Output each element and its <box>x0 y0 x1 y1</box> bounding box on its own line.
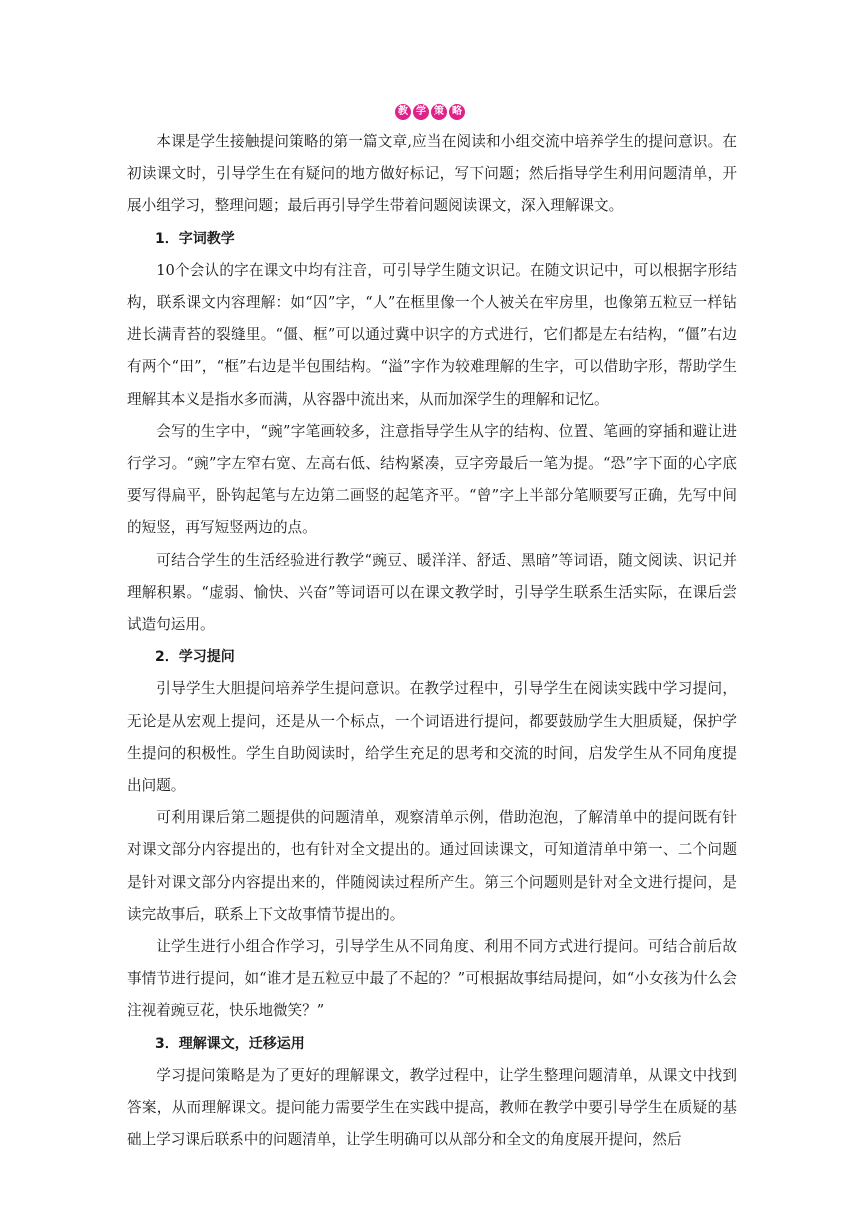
paragraph: 让学生进行小组合作学习，引导学生从不同角度、利用不同方式进行提问。可结合前后故事情节进行提问，如“谁才是五粒豆中最了不起的？”可根据故事结局提问，如“小女孩为什么会注视着豌豆花，快乐地微笑？” <box>127 938 737 1020</box>
section-heading: 2．学习提问 <box>155 649 235 666</box>
section-heading: 3．理解课文，迁移运用 <box>155 1035 305 1052</box>
paragraph: 可利用课后第二题提供的问题清单，观察清单示例，借助泡泡，了解清单中的提问既有针对课文部分内容提出的，也有针对全文提出的。通过回读课文，可知道清单中第一、二个问题是针对课文部分内容提出来的，伴随阅读过程所产生。第三个问题则是针对全文进行提问，是读完故事后，联系上下文故事情节提出的。 <box>127 809 737 923</box>
paragraph: 本课是学生接触提问策略的第一篇文章,应当在阅读和小组交流中培养学生的提问意识。在初读课文时，引导学生在有疑问的地方做好标记，写下问题；然后指导学生利用问题清单，开展小组学习，整理问题；最后再引导学生带着问题阅读课文，深入理解课文。 <box>127 133 737 215</box>
badge-char: 学 <box>413 104 429 120</box>
badge-char: 教 <box>395 104 411 120</box>
paragraph: 可结合学生的生活经验进行教学“豌豆、暖洋洋、舒适、黑暗”等词语，随文阅读、识记并理解积累。“虚弱、愉快、兴奋”等词语可以在课文教学时，引导学生联系生活实际，在课后尝试造句运用。 <box>127 551 737 634</box>
section-badge <box>0 104 860 120</box>
paragraph: 学习提问策略是为了更好的理解课文，教学过程中，让学生整理问题清单，从课文中找到答案，从而理解课文。提问能力需要学生在实践中提高，教师在教学中要引导学生在质疑的基础上学习课后联系中的问题清单，让学生明确可以从部分和全文的角度展开提问，然后 <box>127 1066 737 1149</box>
document-body <box>127 126 737 1157</box>
paragraph: 10个会认的字在课文中均有注音，可引导学生随文识记。在随文识记中，可以根据字形结构，联系课文内容理解：如“囚”字，“人”在框里像一个人被关在牢房里，也像第五粒豆一样钻进长满青苔的裂缝里。“僵、框”可以通过冀中识字的方式进行，它们都是左右结构，“僵”右边有两个“田”，“框”右边是半包围结构。“溢”字作为较难理解的生字，可以借助字形，帮助学生理解其本义是指水多而满，从容器中流出来，从而加深学生的理解和记忆。 <box>127 261 737 408</box>
paragraph: 会写的生字中，“豌”字笔画较多，注意指导学生从字的结构、位置、笔画的穿插和避让进行学习。“豌”字左窄右宽、左高右低、结构紧凑，豆字旁最后一笔为提。“恐”字下面的心字底要写得扁平，卧钩起笔与左边第二画竖的起笔齐平。“曾”字上半部分笔顺要写正确，先写中间的短竖，再写短竖两边的点。 <box>127 422 737 537</box>
section-heading: 1．字词教学 <box>155 230 235 247</box>
badge-char: 策 <box>431 104 447 120</box>
paragraph: 引导学生大胆提问培养学生提问意识。在教学过程中，引导学生在阅读实践中学习提问，无论是从宏观上提问，还是从一个标点，一个词语进行提问，都要鼓励学生大胆质疑，保护学生提问的积极性。学生自助阅读时，给学生充足的思考和交流的时间，启发学生从不同角度提出问题。 <box>127 680 737 795</box>
badge-char: 略 <box>449 104 465 120</box>
